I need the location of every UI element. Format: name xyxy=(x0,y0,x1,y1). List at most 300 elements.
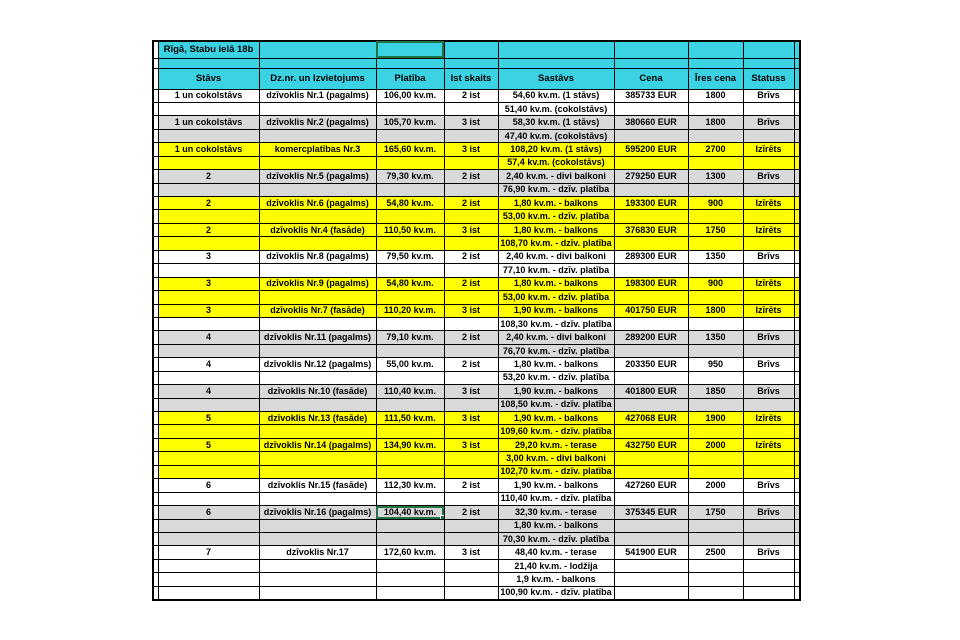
cell-ist-skaits[interactable]: 2 ist xyxy=(444,331,498,344)
cell-cena[interactable]: 193300 EUR xyxy=(614,197,688,210)
cell-statuss[interactable] xyxy=(743,264,794,277)
cell-ist-skaits[interactable]: 3 ist xyxy=(444,143,498,156)
cell-dznr-izvietojums[interactable] xyxy=(259,519,376,532)
cell-ist-skaits[interactable] xyxy=(444,452,498,465)
cell-dznr-izvietojums[interactable]: dzīvoklis Nr.16 (pagalms) xyxy=(259,506,376,519)
cell-ires-cena[interactable]: 1800 xyxy=(688,304,743,317)
cell-sastavs[interactable]: 2,40 kv.m. - divi balkoni xyxy=(498,331,614,344)
cell-ires-cena[interactable]: 1850 xyxy=(688,385,743,398)
blank-cell[interactable] xyxy=(158,58,259,68)
cell-statuss[interactable]: Izīrēts xyxy=(743,277,794,290)
cell-cena[interactable]: 541900 EUR xyxy=(614,546,688,559)
cell-cena[interactable]: 427260 EUR xyxy=(614,479,688,492)
cell-ires-cena[interactable] xyxy=(688,156,743,169)
cell-ist-skaits[interactable]: 3 ist xyxy=(444,116,498,129)
cell-cena[interactable]: 432750 EUR xyxy=(614,438,688,451)
cell-statuss[interactable] xyxy=(743,519,794,532)
cell-platiba[interactable]: 54,80 kv.m. xyxy=(376,277,444,290)
cell-dznr-izvietojums[interactable]: dzīvoklis Nr.2 (pagalms) xyxy=(259,116,376,129)
cell-ist-skaits[interactable]: 3 ist xyxy=(444,385,498,398)
cell-ires-cena[interactable] xyxy=(688,291,743,304)
cell-statuss[interactable]: Brīvs xyxy=(743,250,794,263)
cell-stavs[interactable]: 7 xyxy=(158,546,259,559)
cell-ist-skaits[interactable] xyxy=(444,398,498,411)
cell-dznr-izvietojums[interactable]: dzīvoklis Nr.6 (pagalms) xyxy=(259,197,376,210)
cell-sastavs[interactable]: 102,70 kv.m. - dzīv. platība xyxy=(498,465,614,478)
cell-dznr-izvietojums[interactable]: dzīvoklis Nr.8 (pagalms) xyxy=(259,250,376,263)
cell-stavs[interactable]: 3 xyxy=(158,277,259,290)
cell-cena[interactable] xyxy=(614,291,688,304)
sheet-title[interactable]: Rīgā, Stabu ielā 18b xyxy=(158,41,259,58)
cell-statuss[interactable] xyxy=(743,371,794,384)
cell-stavs[interactable] xyxy=(158,183,259,196)
cell-ires-cena[interactable] xyxy=(688,344,743,357)
title-row-cell[interactable] xyxy=(259,41,376,58)
cell-platiba[interactable]: 110,20 kv.m. xyxy=(376,304,444,317)
cell-stavs[interactable] xyxy=(158,156,259,169)
cell-ist-skaits[interactable]: 2 ist xyxy=(444,358,498,371)
cell-dznr-izvietojums[interactable] xyxy=(259,492,376,505)
title-row-cell[interactable] xyxy=(498,41,614,58)
cell-platiba[interactable] xyxy=(376,317,444,330)
cell-ires-cena[interactable] xyxy=(688,398,743,411)
cell-ist-skaits[interactable]: 2 ist xyxy=(444,479,498,492)
cell-ires-cena[interactable] xyxy=(688,129,743,142)
cell-ires-cena[interactable]: 950 xyxy=(688,358,743,371)
fill-handle-icon[interactable] xyxy=(440,515,445,520)
cell-sastavs[interactable]: 1,80 kv.m. - balkons xyxy=(498,358,614,371)
cell-sastavs[interactable]: 3,00 kv.m. - divi balkoni xyxy=(498,452,614,465)
cell-stavs[interactable] xyxy=(158,317,259,330)
cell-cena[interactable] xyxy=(614,102,688,115)
column-header-statuss[interactable]: Statuss xyxy=(743,68,794,89)
cell-dznr-izvietojums[interactable]: dzīvoklis Nr.10 (fasāde) xyxy=(259,385,376,398)
cell-cena[interactable]: 375345 EUR xyxy=(614,506,688,519)
cell-dznr-izvietojums[interactable]: dzīvoklis Nr.13 (fasāde) xyxy=(259,412,376,425)
cell-stavs[interactable]: 1 un cokolstāvs xyxy=(158,116,259,129)
column-header-ist-skaits[interactable]: Ist skaits xyxy=(444,68,498,89)
cell-sastavs[interactable]: 1,90 kv.m. - balkons xyxy=(498,304,614,317)
cell-ist-skaits[interactable]: 2 ist xyxy=(444,89,498,102)
cell-platiba[interactable] xyxy=(376,573,444,586)
cell-sastavs[interactable]: 1,80 kv.m. - balkons xyxy=(498,277,614,290)
cell-sastavs[interactable]: 77,10 kv.m. - dzīv. platība xyxy=(498,264,614,277)
cell-statuss[interactable]: Brīvs xyxy=(743,479,794,492)
cell-ires-cena[interactable]: 2500 xyxy=(688,546,743,559)
cell-sastavs[interactable]: 76,90 kv.m. - dzīv. platība xyxy=(498,183,614,196)
cell-cena[interactable] xyxy=(614,129,688,142)
cell-cena[interactable] xyxy=(614,559,688,572)
cell-platiba[interactable]: 55,00 kv.m. xyxy=(376,358,444,371)
cell-ires-cena[interactable] xyxy=(688,102,743,115)
cell-stavs[interactable]: 1 un cokolstāvs xyxy=(158,89,259,102)
cell-stavs[interactable] xyxy=(158,573,259,586)
cell-platiba[interactable]: 105,70 kv.m. xyxy=(376,116,444,129)
cell-platiba[interactable] xyxy=(376,398,444,411)
cell-sastavs[interactable]: 1,90 kv.m. - balkons xyxy=(498,479,614,492)
cell-cena[interactable] xyxy=(614,183,688,196)
cell-stavs[interactable] xyxy=(158,452,259,465)
cell-stavs[interactable] xyxy=(158,291,259,304)
cell-ist-skaits[interactable] xyxy=(444,317,498,330)
cell-stavs[interactable]: 4 xyxy=(158,385,259,398)
cell-ist-skaits[interactable] xyxy=(444,291,498,304)
cell-statuss[interactable] xyxy=(743,210,794,223)
cell-ires-cena[interactable] xyxy=(688,519,743,532)
title-row-cell[interactable] xyxy=(614,41,688,58)
cell-stavs[interactable]: 6 xyxy=(158,479,259,492)
cell-ist-skaits[interactable] xyxy=(444,156,498,169)
cell-sastavs[interactable]: 1,80 kv.m. - balkons xyxy=(498,519,614,532)
cell-platiba[interactable]: 79,10 kv.m. xyxy=(376,331,444,344)
cell-dznr-izvietojums[interactable] xyxy=(259,317,376,330)
cell-ist-skaits[interactable]: 3 ist xyxy=(444,438,498,451)
cell-statuss[interactable]: Brīvs xyxy=(743,89,794,102)
cell-platiba[interactable] xyxy=(376,519,444,532)
cell-platiba[interactable] xyxy=(376,129,444,142)
cell-statuss[interactable]: Brīvs xyxy=(743,170,794,183)
cell-cena[interactable]: 279250 EUR xyxy=(614,170,688,183)
cell-platiba[interactable] xyxy=(376,344,444,357)
cell-statuss[interactable]: Izīrēts xyxy=(743,304,794,317)
cell-dznr-izvietojums[interactable] xyxy=(259,183,376,196)
cell-platiba[interactable]: 172,60 kv.m. xyxy=(376,546,444,559)
cell-ist-skaits[interactable] xyxy=(444,344,498,357)
cell-stavs[interactable]: 4 xyxy=(158,358,259,371)
cell-ires-cena[interactable] xyxy=(688,586,743,599)
cell-statuss[interactable]: Brīvs xyxy=(743,331,794,344)
column-header-dznr-izvietojums[interactable]: Dz.nr. un Izvietojums xyxy=(259,68,376,89)
column-header-cena[interactable]: Cena xyxy=(614,68,688,89)
cell-sastavs[interactable]: 58,30 kv.m. (1 stāvs) xyxy=(498,116,614,129)
cell-stavs[interactable] xyxy=(158,425,259,438)
cell-platiba[interactable] xyxy=(376,291,444,304)
cell-dznr-izvietojums[interactable]: dzīvoklis Nr.7 (fasāde) xyxy=(259,304,376,317)
cell-dznr-izvietojums[interactable] xyxy=(259,291,376,304)
cell-cena[interactable]: 289200 EUR xyxy=(614,331,688,344)
cell-stavs[interactable] xyxy=(158,371,259,384)
cell-statuss[interactable] xyxy=(743,291,794,304)
cell-sastavs[interactable]: 110,40 kv.m. - dzīv. platība xyxy=(498,492,614,505)
cell-ires-cena[interactable] xyxy=(688,573,743,586)
cell-ires-cena[interactable] xyxy=(688,210,743,223)
cell-sastavs[interactable]: 100,90 kv.m. - dzīv. platība xyxy=(498,586,614,599)
cell-cena[interactable] xyxy=(614,452,688,465)
cell-sastavs[interactable]: 1,90 kv.m. - balkons xyxy=(498,412,614,425)
cell-statuss[interactable]: Brīvs xyxy=(743,358,794,371)
cell-dznr-izvietojums[interactable] xyxy=(259,573,376,586)
cell-platiba[interactable] xyxy=(376,465,444,478)
cell-sastavs[interactable]: 108,70 kv.m. - dzīv. platība xyxy=(498,237,614,250)
cell-platiba[interactable] xyxy=(376,237,444,250)
cell-ires-cena[interactable] xyxy=(688,371,743,384)
cell-dznr-izvietojums[interactable] xyxy=(259,586,376,599)
cell-stavs[interactable] xyxy=(158,586,259,599)
cell-cena[interactable] xyxy=(614,317,688,330)
blank-cell[interactable] xyxy=(498,58,614,68)
cell-dznr-izvietojums[interactable] xyxy=(259,344,376,357)
cell-platiba[interactable]: 110,50 kv.m. xyxy=(376,223,444,236)
cell-platiba[interactable] xyxy=(376,425,444,438)
cell-cena[interactable]: 401750 EUR xyxy=(614,304,688,317)
cell-sastavs[interactable]: 53,20 kv.m. - dzīv. platība xyxy=(498,371,614,384)
cell-stavs[interactable] xyxy=(158,398,259,411)
cell-stavs[interactable]: 3 xyxy=(158,304,259,317)
cell-statuss[interactable] xyxy=(743,129,794,142)
cell-cena[interactable] xyxy=(614,237,688,250)
cell-ires-cena[interactable]: 2000 xyxy=(688,479,743,492)
cell-sastavs[interactable]: 53,00 kv.m. - dzīv. platība xyxy=(498,210,614,223)
cell-statuss[interactable] xyxy=(743,237,794,250)
cell-ires-cena[interactable]: 1350 xyxy=(688,331,743,344)
cell-ires-cena[interactable]: 2000 xyxy=(688,438,743,451)
cell-cena[interactable] xyxy=(614,532,688,545)
cell-statuss[interactable]: Brīvs xyxy=(743,116,794,129)
cell-sastavs[interactable]: 51,40 kv.m. (cokolstāvs) xyxy=(498,102,614,115)
cell-platiba[interactable] xyxy=(376,452,444,465)
cell-ires-cena[interactable] xyxy=(688,532,743,545)
cell-platiba[interactable] xyxy=(376,586,444,599)
cell-platiba[interactable] xyxy=(376,102,444,115)
cell-stavs[interactable] xyxy=(158,492,259,505)
blank-cell[interactable] xyxy=(259,58,376,68)
cell-stavs[interactable]: 1 un cokolstāvs xyxy=(158,143,259,156)
blank-cell[interactable] xyxy=(743,58,794,68)
cell-dznr-izvietojums[interactable] xyxy=(259,425,376,438)
cell-dznr-izvietojums[interactable]: dzīvoklis Nr.4 (fasāde) xyxy=(259,223,376,236)
cell-sastavs[interactable]: 47,40 kv.m. (cokolstāvs) xyxy=(498,129,614,142)
blank-cell[interactable] xyxy=(688,58,743,68)
blank-cell[interactable] xyxy=(444,58,498,68)
cell-sastavs[interactable]: 1,90 kv.m. - balkons xyxy=(498,385,614,398)
cell-cena[interactable] xyxy=(614,371,688,384)
cell-statuss[interactable] xyxy=(743,532,794,545)
cell-statuss[interactable] xyxy=(743,492,794,505)
cell-sastavs[interactable]: 53,00 kv.m. - dzīv. platība xyxy=(498,291,614,304)
cell-platiba[interactable]: 165,60 kv.m. xyxy=(376,143,444,156)
cell-cena[interactable]: 427068 EUR xyxy=(614,412,688,425)
cell-platiba[interactable]: 79,50 kv.m. xyxy=(376,250,444,263)
cell-statuss[interactable] xyxy=(743,586,794,599)
cell-ist-skaits[interactable]: 2 ist xyxy=(444,250,498,263)
cell-statuss[interactable]: Izīrēts xyxy=(743,412,794,425)
cell-ist-skaits[interactable] xyxy=(444,532,498,545)
cell-sastavs[interactable]: 32,30 kv.m. - terase xyxy=(498,506,614,519)
cell-statuss[interactable] xyxy=(743,102,794,115)
cell-cena[interactable] xyxy=(614,492,688,505)
cell-statuss[interactable]: Izīrēts xyxy=(743,143,794,156)
cell-platiba[interactable]: 112,30 kv.m. xyxy=(376,479,444,492)
cell-dznr-izvietojums[interactable]: dzīvoklis Nr.12 (pagalms) xyxy=(259,358,376,371)
cell-dznr-izvietojums[interactable] xyxy=(259,264,376,277)
cell-dznr-izvietojums[interactable] xyxy=(259,452,376,465)
cell-statuss[interactable]: Brīvs xyxy=(743,506,794,519)
cell-sastavs[interactable]: 48,40 kv.m. - terase xyxy=(498,546,614,559)
cell-ist-skaits[interactable]: 3 ist xyxy=(444,223,498,236)
cell-dznr-izvietojums[interactable]: dzīvoklis Nr.9 (pagalms) xyxy=(259,277,376,290)
cell-sastavs[interactable]: 76,70 kv.m. - dzīv. platība xyxy=(498,344,614,357)
cell-cena[interactable] xyxy=(614,156,688,169)
blank-cell[interactable] xyxy=(614,58,688,68)
cell-ires-cena[interactable] xyxy=(688,492,743,505)
cell-sastavs[interactable]: 1,80 kv.m. - balkons xyxy=(498,223,614,236)
cell-stavs[interactable] xyxy=(158,465,259,478)
cell-ist-skaits[interactable] xyxy=(444,425,498,438)
cell-stavs[interactable] xyxy=(158,210,259,223)
cell-sastavs[interactable]: 108,30 kv.m. - dzīv. platība xyxy=(498,317,614,330)
cell-cena[interactable]: 289300 EUR xyxy=(614,250,688,263)
cell-ires-cena[interactable]: 900 xyxy=(688,197,743,210)
cell-ist-skaits[interactable] xyxy=(444,519,498,532)
cell-cena[interactable] xyxy=(614,264,688,277)
cell-statuss[interactable]: Izīrēts xyxy=(743,438,794,451)
active-cell[interactable]: 104,40 kv.m. xyxy=(376,506,444,519)
cell-dznr-izvietojums[interactable] xyxy=(259,532,376,545)
cell-cena[interactable]: 380660 EUR xyxy=(614,116,688,129)
cell-ist-skaits[interactable] xyxy=(444,371,498,384)
cell-ires-cena[interactable] xyxy=(688,183,743,196)
cell-ires-cena[interactable] xyxy=(688,264,743,277)
cell-cena[interactable] xyxy=(614,586,688,599)
cell-ires-cena[interactable] xyxy=(688,465,743,478)
cell-platiba[interactable]: 54,80 kv.m. xyxy=(376,197,444,210)
cell-statuss[interactable]: Izīrēts xyxy=(743,197,794,210)
cell-platiba[interactable]: 106,00 kv.m. xyxy=(376,89,444,102)
cell-sastavs[interactable]: 70,30 kv.m. - dzīv. platība xyxy=(498,532,614,545)
column-header-stavs[interactable]: Stāvs xyxy=(158,68,259,89)
cell-ires-cena[interactable]: 2700 xyxy=(688,143,743,156)
cell-statuss[interactable] xyxy=(743,344,794,357)
cell-sastavs[interactable]: 2,40 kv.m. - divi balkoni xyxy=(498,170,614,183)
cell-ist-skaits[interactable]: 2 ist xyxy=(444,170,498,183)
cell-sastavs[interactable]: 1,80 kv.m. - balkons xyxy=(498,197,614,210)
cell-stavs[interactable]: 2 xyxy=(158,170,259,183)
cell-cena[interactable]: 376830 EUR xyxy=(614,223,688,236)
cell-statuss[interactable]: Brīvs xyxy=(743,546,794,559)
cell-ist-skaits[interactable]: 3 ist xyxy=(444,304,498,317)
cell-ist-skaits[interactable] xyxy=(444,210,498,223)
column-header-sastavs[interactable]: Sastāvs xyxy=(498,68,614,89)
cell-ires-cena[interactable] xyxy=(688,425,743,438)
cell-dznr-izvietojums[interactable] xyxy=(259,398,376,411)
cell-dznr-izvietojums[interactable]: dzīvoklis Nr.15 (fasāde) xyxy=(259,479,376,492)
cell-dznr-izvietojums[interactable]: dzīvoklis Nr.1 (pagalms) xyxy=(259,89,376,102)
cell-dznr-izvietojums[interactable] xyxy=(259,559,376,572)
cell-statuss[interactable] xyxy=(743,559,794,572)
cell-ires-cena[interactable]: 1750 xyxy=(688,506,743,519)
cell-stavs[interactable]: 5 xyxy=(158,412,259,425)
cell-sastavs[interactable]: 2,40 kv.m. - divi balkoni xyxy=(498,250,614,263)
cell-cena[interactable]: 198300 EUR xyxy=(614,277,688,290)
cell-dznr-izvietojums[interactable] xyxy=(259,129,376,142)
cell-cena[interactable]: 401800 EUR xyxy=(614,385,688,398)
cell-stavs[interactable] xyxy=(158,559,259,572)
cell-stavs[interactable] xyxy=(158,129,259,142)
title-row-cell[interactable] xyxy=(743,41,794,58)
cell-dznr-izvietojums[interactable] xyxy=(259,102,376,115)
title-row-cell[interactable] xyxy=(688,41,743,58)
cell-platiba[interactable] xyxy=(376,492,444,505)
cell-stavs[interactable] xyxy=(158,519,259,532)
cell-dznr-izvietojums[interactable]: dzīvoklis Nr.14 (pagalms) xyxy=(259,438,376,451)
cell-platiba[interactable]: 110,40 kv.m. xyxy=(376,385,444,398)
cell-statuss[interactable] xyxy=(743,452,794,465)
cell-sastavs[interactable]: 109,60 kv.m. - dzīv. platība xyxy=(498,425,614,438)
cell-statuss[interactable]: Brīvs xyxy=(743,385,794,398)
cell-platiba[interactable] xyxy=(376,532,444,545)
cell-statuss[interactable] xyxy=(743,573,794,586)
cell-ist-skaits[interactable] xyxy=(444,264,498,277)
cell-cena[interactable] xyxy=(614,573,688,586)
cell-ist-skaits[interactable] xyxy=(444,586,498,599)
cell-cena[interactable]: 385733 EUR xyxy=(614,89,688,102)
cell-dznr-izvietojums[interactable] xyxy=(259,237,376,250)
cell-dznr-izvietojums[interactable] xyxy=(259,371,376,384)
cell-platiba[interactable] xyxy=(376,156,444,169)
cell-ires-cena[interactable]: 1300 xyxy=(688,170,743,183)
cell-ires-cena[interactable] xyxy=(688,317,743,330)
cell-dznr-izvietojums[interactable]: dzīvoklis Nr.17 xyxy=(259,546,376,559)
cell-ist-skaits[interactable] xyxy=(444,183,498,196)
cell-ires-cena[interactable] xyxy=(688,237,743,250)
cell-statuss[interactable] xyxy=(743,425,794,438)
cell-ist-skaits[interactable]: 2 ist xyxy=(444,277,498,290)
cell-ist-skaits[interactable]: 3 ist xyxy=(444,546,498,559)
column-header-platiba[interactable]: Platība xyxy=(376,68,444,89)
cell-dznr-izvietojums[interactable] xyxy=(259,156,376,169)
cell-ires-cena[interactable] xyxy=(688,452,743,465)
column-header-ires-cena[interactable]: Īres cena xyxy=(688,68,743,89)
cell-platiba[interactable]: 111,50 kv.m. xyxy=(376,412,444,425)
cell-ist-skaits[interactable] xyxy=(444,237,498,250)
cell-cena[interactable] xyxy=(614,465,688,478)
cell-platiba[interactable] xyxy=(376,210,444,223)
cell-dznr-izvietojums[interactable] xyxy=(259,210,376,223)
cell-ires-cena[interactable] xyxy=(688,559,743,572)
cell-statuss[interactable] xyxy=(743,317,794,330)
cell-stavs[interactable]: 5 xyxy=(158,438,259,451)
cell-platiba[interactable] xyxy=(376,371,444,384)
cell-ires-cena[interactable]: 1800 xyxy=(688,89,743,102)
cell-ires-cena[interactable]: 900 xyxy=(688,277,743,290)
cell-stavs[interactable]: 4 xyxy=(158,331,259,344)
cell-cena[interactable]: 595200 EUR xyxy=(614,143,688,156)
cell-statuss[interactable] xyxy=(743,465,794,478)
cell-ist-skaits[interactable]: 2 ist xyxy=(444,197,498,210)
cell-sastavs[interactable]: 108,50 kv.m. - dzīv. platība xyxy=(498,398,614,411)
cell-statuss[interactable]: Izīrēts xyxy=(743,223,794,236)
cell-stavs[interactable] xyxy=(158,532,259,545)
cell-ist-skaits[interactable]: 2 ist xyxy=(444,506,498,519)
cell-ist-skaits[interactable] xyxy=(444,129,498,142)
blank-cell[interactable] xyxy=(376,58,444,68)
cell-stavs[interactable] xyxy=(158,102,259,115)
cell-ist-skaits[interactable] xyxy=(444,102,498,115)
cell-stavs[interactable] xyxy=(158,237,259,250)
cell-ist-skaits[interactable]: 3 ist xyxy=(444,412,498,425)
cell-platiba[interactable] xyxy=(376,559,444,572)
cell-cena[interactable] xyxy=(614,344,688,357)
cell-platiba[interactable] xyxy=(376,264,444,277)
cell-cena[interactable] xyxy=(614,210,688,223)
cell-statuss[interactable] xyxy=(743,398,794,411)
cell-sastavs[interactable]: 54,60 kv.m. (1 stāvs) xyxy=(498,89,614,102)
cell-dznr-izvietojums[interactable] xyxy=(259,465,376,478)
cell-statuss[interactable] xyxy=(743,183,794,196)
cell-sastavs[interactable]: 21,40 kv.m. - lodžija xyxy=(498,559,614,572)
title-row-cell[interactable] xyxy=(444,41,498,58)
cell-platiba[interactable]: 134,90 kv.m. xyxy=(376,438,444,451)
